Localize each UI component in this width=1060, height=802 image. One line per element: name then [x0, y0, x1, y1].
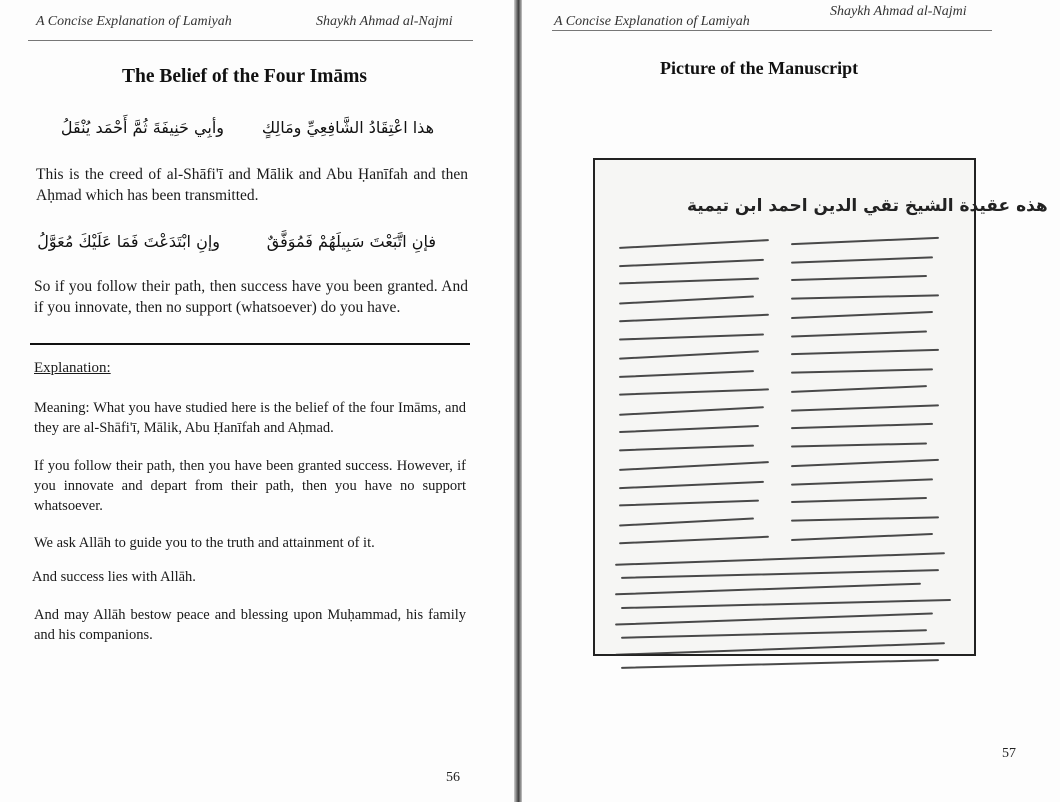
- running-head-author: Shaykh Ahmad al-Najmi: [316, 14, 453, 29]
- manuscript-script-line: [619, 350, 759, 359]
- right-page: [522, 0, 1060, 802]
- manuscript-script-line: [791, 368, 933, 373]
- manuscript-script-line: [619, 517, 754, 526]
- manuscript-script-line: [791, 404, 939, 411]
- left-page: [0, 0, 514, 802]
- manuscript-script-line: [621, 569, 939, 579]
- manuscript-script-line: [615, 612, 933, 625]
- verse-2-translation: So if you follow their path, then success have you been granted. And if you innovate, then no support (whatsoever) do you have.: [34, 278, 468, 316]
- manuscript-script-line: [791, 423, 933, 429]
- manuscript-script-line: [791, 442, 927, 447]
- book-gutter: [514, 0, 522, 802]
- manuscript-heading: هذه عقيدة الشيخ تقي الدين احمد ابن تيمية: [687, 196, 1048, 216]
- manuscript-script-line: [791, 275, 927, 281]
- section-divider: [30, 343, 470, 345]
- manuscript-script-line: [791, 237, 939, 245]
- manuscript-script-line: [791, 349, 939, 355]
- explanation-paragraph: We ask Allāh to guide you to the truth and attainment of it.: [34, 535, 375, 551]
- manuscript-script-line: [791, 478, 933, 485]
- manuscript-script-line: [619, 444, 754, 451]
- manuscript-script-line: [621, 659, 939, 669]
- header-rule: [552, 30, 992, 31]
- manuscript-script-line: [619, 461, 769, 471]
- manuscript-script-line: [619, 278, 759, 285]
- explanation-paragraph: And may Allāh bestow peace and blessing upon Muḥammad, his family and his companions.: [34, 607, 466, 643]
- manuscript-image: [593, 158, 1048, 656]
- verse-1-second-hemistich: وأبِي حَنِيفَةَ ثُمَّ أَحْمَد يُنْقَلُ: [60, 118, 224, 137]
- verse-2-first-hemistich: فإنِ اتَّبَعْتَ سَبِيلَهُمْ فَمُوَفَّقٌ: [266, 232, 436, 251]
- manuscript-script-line: [791, 256, 933, 263]
- manuscript-script-line: [791, 294, 939, 299]
- explanation-paragraph: And success lies with Allāh.: [32, 569, 196, 585]
- page-title: The Belief of the Four Imāms: [122, 66, 367, 87]
- page-number: 57: [1002, 746, 1016, 761]
- verse-1-translation: This is the creed of al-Shāfi'ī and Mālik and Abu Ḥanīfah and then Aḥmad which has been transmitted.: [36, 166, 468, 204]
- manuscript-script-line: [621, 629, 927, 638]
- manuscript-script-line: [619, 500, 759, 507]
- manuscript-script-line: [619, 536, 769, 545]
- page-title: Picture of the Manuscript: [660, 58, 859, 78]
- manuscript-script-line: [791, 311, 933, 319]
- manuscript-script-line: [619, 406, 764, 416]
- page-number: 56: [446, 770, 460, 785]
- manuscript-script-line: [791, 516, 939, 521]
- manuscript-script-line: [619, 258, 764, 266]
- explanation-paragraph: Meaning: What you have studied here is the belief of the four Imāms, and they are al-Shāfi'ī, Mālik, Abu Ḥanīfah and Aḥmad.: [34, 400, 466, 436]
- manuscript-script-line: [619, 370, 754, 378]
- running-head-book-title: A Concise Explanation of Lamiyah: [36, 14, 232, 29]
- manuscript-script-line: [619, 295, 754, 304]
- manuscript-script-line: [791, 385, 927, 393]
- explanation-paragraph: If you follow their path, then you have been granted success. However, if you innovate and depart from their path, then you have no support whatsoever.: [34, 458, 466, 514]
- verse-1-first-hemistich: هذا اعْتِقَادُ الشَّافِعِيِّ ومَالِكٍ: [261, 118, 434, 137]
- manuscript-script-line: [791, 330, 927, 337]
- header-rule: [28, 40, 473, 41]
- manuscript-script-line: [791, 497, 927, 503]
- manuscript-script-line: [619, 333, 764, 340]
- manuscript-script-line: [619, 480, 764, 488]
- verse-2-second-hemistich: وإنِ ابْتَدَعْتَ فَمَا عَلَيْكَ مُعَوَّلُ: [37, 232, 220, 251]
- manuscript-script-line: [619, 425, 759, 433]
- running-head-author: Shaykh Ahmad al-Najmi: [830, 4, 967, 19]
- manuscript-script-line: [619, 388, 769, 395]
- running-head-book-title: A Concise Explanation of Lamiyah: [554, 14, 750, 29]
- manuscript-script-line: [791, 459, 939, 467]
- manuscript-script-line: [615, 583, 921, 596]
- manuscript-script-line: [619, 314, 769, 323]
- manuscript-script-line: [619, 239, 769, 249]
- manuscript-script-line: [621, 599, 951, 609]
- manuscript-script-line: [615, 552, 945, 566]
- manuscript-script-line: [791, 533, 933, 541]
- manuscript-script-line: [615, 642, 945, 656]
- explanation-label: Explanation:: [34, 360, 111, 376]
